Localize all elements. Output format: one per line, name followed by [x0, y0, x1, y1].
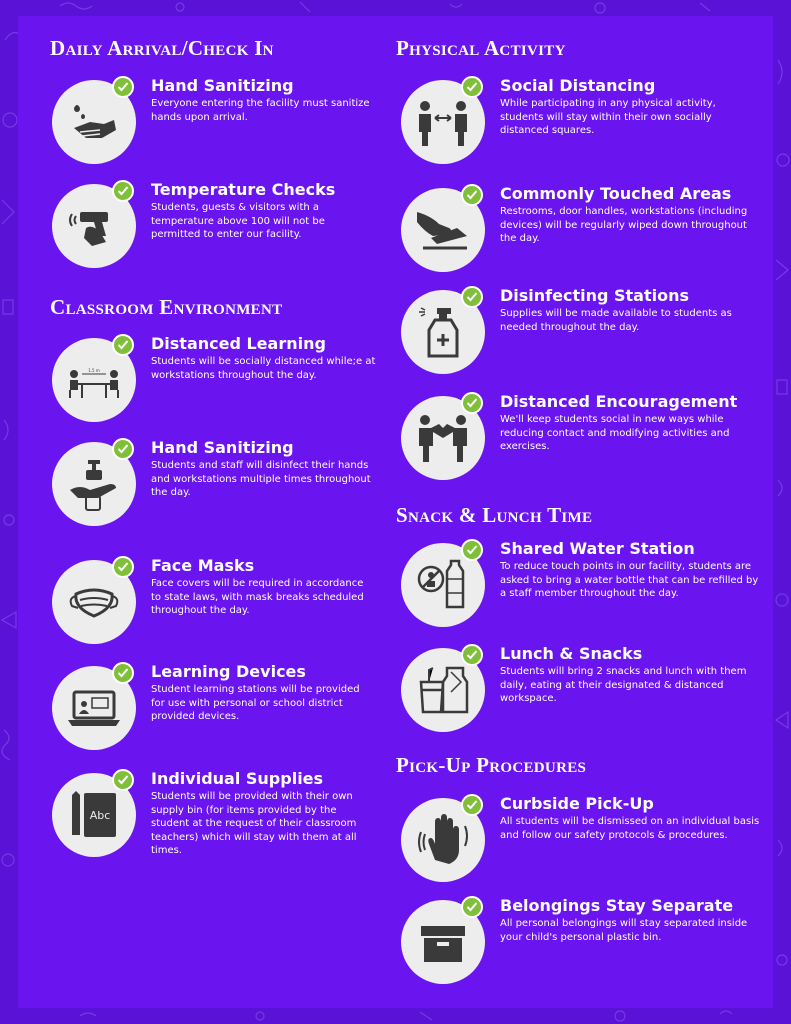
item-title: Individual Supplies — [151, 769, 324, 788]
icon-circle — [52, 184, 136, 268]
notebook-pencil-icon — [66, 787, 122, 843]
icon-circle — [401, 290, 485, 374]
section-title-classroom-environment: Classroom Environment — [50, 295, 283, 319]
pump-bottle-icon — [66, 456, 122, 512]
check-icon — [112, 556, 134, 578]
infographic-panel — [18, 16, 773, 1008]
item-description: All personal belongings will stay separated inside your child's personal plastic bin. — [500, 918, 748, 943]
check-icon — [461, 76, 483, 98]
check-icon — [461, 644, 483, 666]
item-title: Lunch & Snacks — [500, 644, 643, 663]
no-fountain-bottle-icon — [415, 557, 471, 613]
icon-circle — [401, 648, 485, 732]
icon-circle — [52, 773, 136, 857]
item-description: Student learning stations will be provided for use with personal or school district provided devices. — [151, 684, 360, 723]
item-description: Students, guests & visitors with a temperature above 100 will not be permitted to enter our facility. — [151, 202, 325, 241]
item-title: Shared Water Station — [500, 539, 695, 558]
item-description: Students will bring 2 snacks and lunch with them daily, eating at their designated & distanced workspace. — [500, 666, 747, 705]
item-description: Students and staff will disinfect their hands and workstations multiple times throughout the day. — [151, 460, 371, 499]
check-icon — [112, 334, 134, 356]
icon-circle — [52, 666, 136, 750]
icon-circle — [401, 543, 485, 627]
distanced-desk-icon — [66, 352, 122, 408]
icon-circle — [401, 80, 485, 164]
item-title: Social Distancing — [500, 76, 656, 95]
wiping-hand-icon — [415, 202, 471, 258]
check-icon — [461, 539, 483, 561]
laptop-icon — [66, 680, 122, 736]
check-icon — [461, 392, 483, 414]
item-title: Temperature Checks — [151, 180, 336, 199]
item-title: Hand Sanitizing — [151, 76, 294, 95]
item-description: Restrooms, door handles, workstations (including devices) will be regularly wiped down throughout the day. — [500, 206, 748, 245]
item-title: Distanced Encouragement — [500, 392, 738, 411]
thermometer-gun-icon — [66, 198, 122, 254]
item-description: Supplies will be made available to students as needed throughout the day. — [500, 308, 732, 333]
item-description: Everyone entering the facility must sanitize hands upon arrival. — [151, 98, 370, 123]
icon-circle — [401, 900, 485, 984]
check-icon — [461, 286, 483, 308]
check-icon — [461, 794, 483, 816]
face-mask-icon — [66, 574, 122, 630]
section-title-daily-arrival: Daily Arrival/Check In — [50, 36, 274, 60]
elbow-bump-icon — [415, 410, 471, 466]
section-title-pick-up: Pick-Up Procedures — [396, 753, 587, 777]
item-title: Distanced Learning — [151, 334, 326, 353]
icon-circle — [52, 442, 136, 526]
check-icon — [112, 769, 134, 791]
waving-hand-icon — [415, 812, 471, 868]
section-title-snack-lunch: Snack & Lunch Time — [396, 503, 593, 527]
item-description: While participating in any physical activity, students will stay within their own socially distanced squares. — [500, 98, 716, 137]
check-icon — [112, 438, 134, 460]
item-title: Hand Sanitizing — [151, 438, 294, 457]
item-description: To reduce touch points in our facility, students are asked to bring a water bottle that can be refilled by a staff member throughout the day. — [500, 561, 759, 600]
check-icon — [461, 184, 483, 206]
icon-circle — [401, 798, 485, 882]
storage-box-icon — [415, 914, 471, 970]
item-description: Students will be provided with their own supply bin (for items provided by the student at the request of their classroom teachers) which will stay with them at all times. — [151, 791, 357, 857]
item-title: Face Masks — [151, 556, 255, 575]
item-title: Disinfecting Stations — [500, 286, 690, 305]
icon-circle — [52, 338, 136, 422]
check-icon — [461, 896, 483, 918]
social-distancing-icon — [415, 94, 471, 150]
item-description: All students will be dismissed on an individual basis and follow our safety protocols & procedures. — [500, 816, 760, 841]
lunch-icon — [415, 662, 471, 718]
section-title-physical-activity: Physical Activity — [396, 36, 566, 60]
check-icon — [112, 76, 134, 98]
icon-circle — [52, 560, 136, 644]
svg-text:1.5 m: 1.5 m — [88, 368, 100, 373]
spray-bottle-icon — [415, 304, 471, 360]
check-icon — [112, 662, 134, 684]
item-title: Curbside Pick-Up — [500, 794, 654, 813]
icon-circle — [401, 396, 485, 480]
item-description: Students will be socially distanced while;e at workstations throughout the day. — [151, 356, 376, 381]
check-icon — [112, 180, 134, 202]
item-description: Face covers will be required in accordance to state laws, with mask breaks scheduled throughout the day. — [151, 578, 364, 617]
icon-circle — [52, 80, 136, 164]
icon-circle — [401, 188, 485, 272]
item-description: We'll keep students social in new ways while reducing contact and modifying activities and exercises. — [500, 414, 730, 453]
hand-sanitizing-icon — [66, 94, 122, 150]
notebook-label: Abc — [89, 809, 111, 822]
item-title: Commonly Touched Areas — [500, 184, 732, 203]
item-title: Learning Devices — [151, 662, 306, 681]
item-title: Belongings Stay Separate — [500, 896, 734, 915]
